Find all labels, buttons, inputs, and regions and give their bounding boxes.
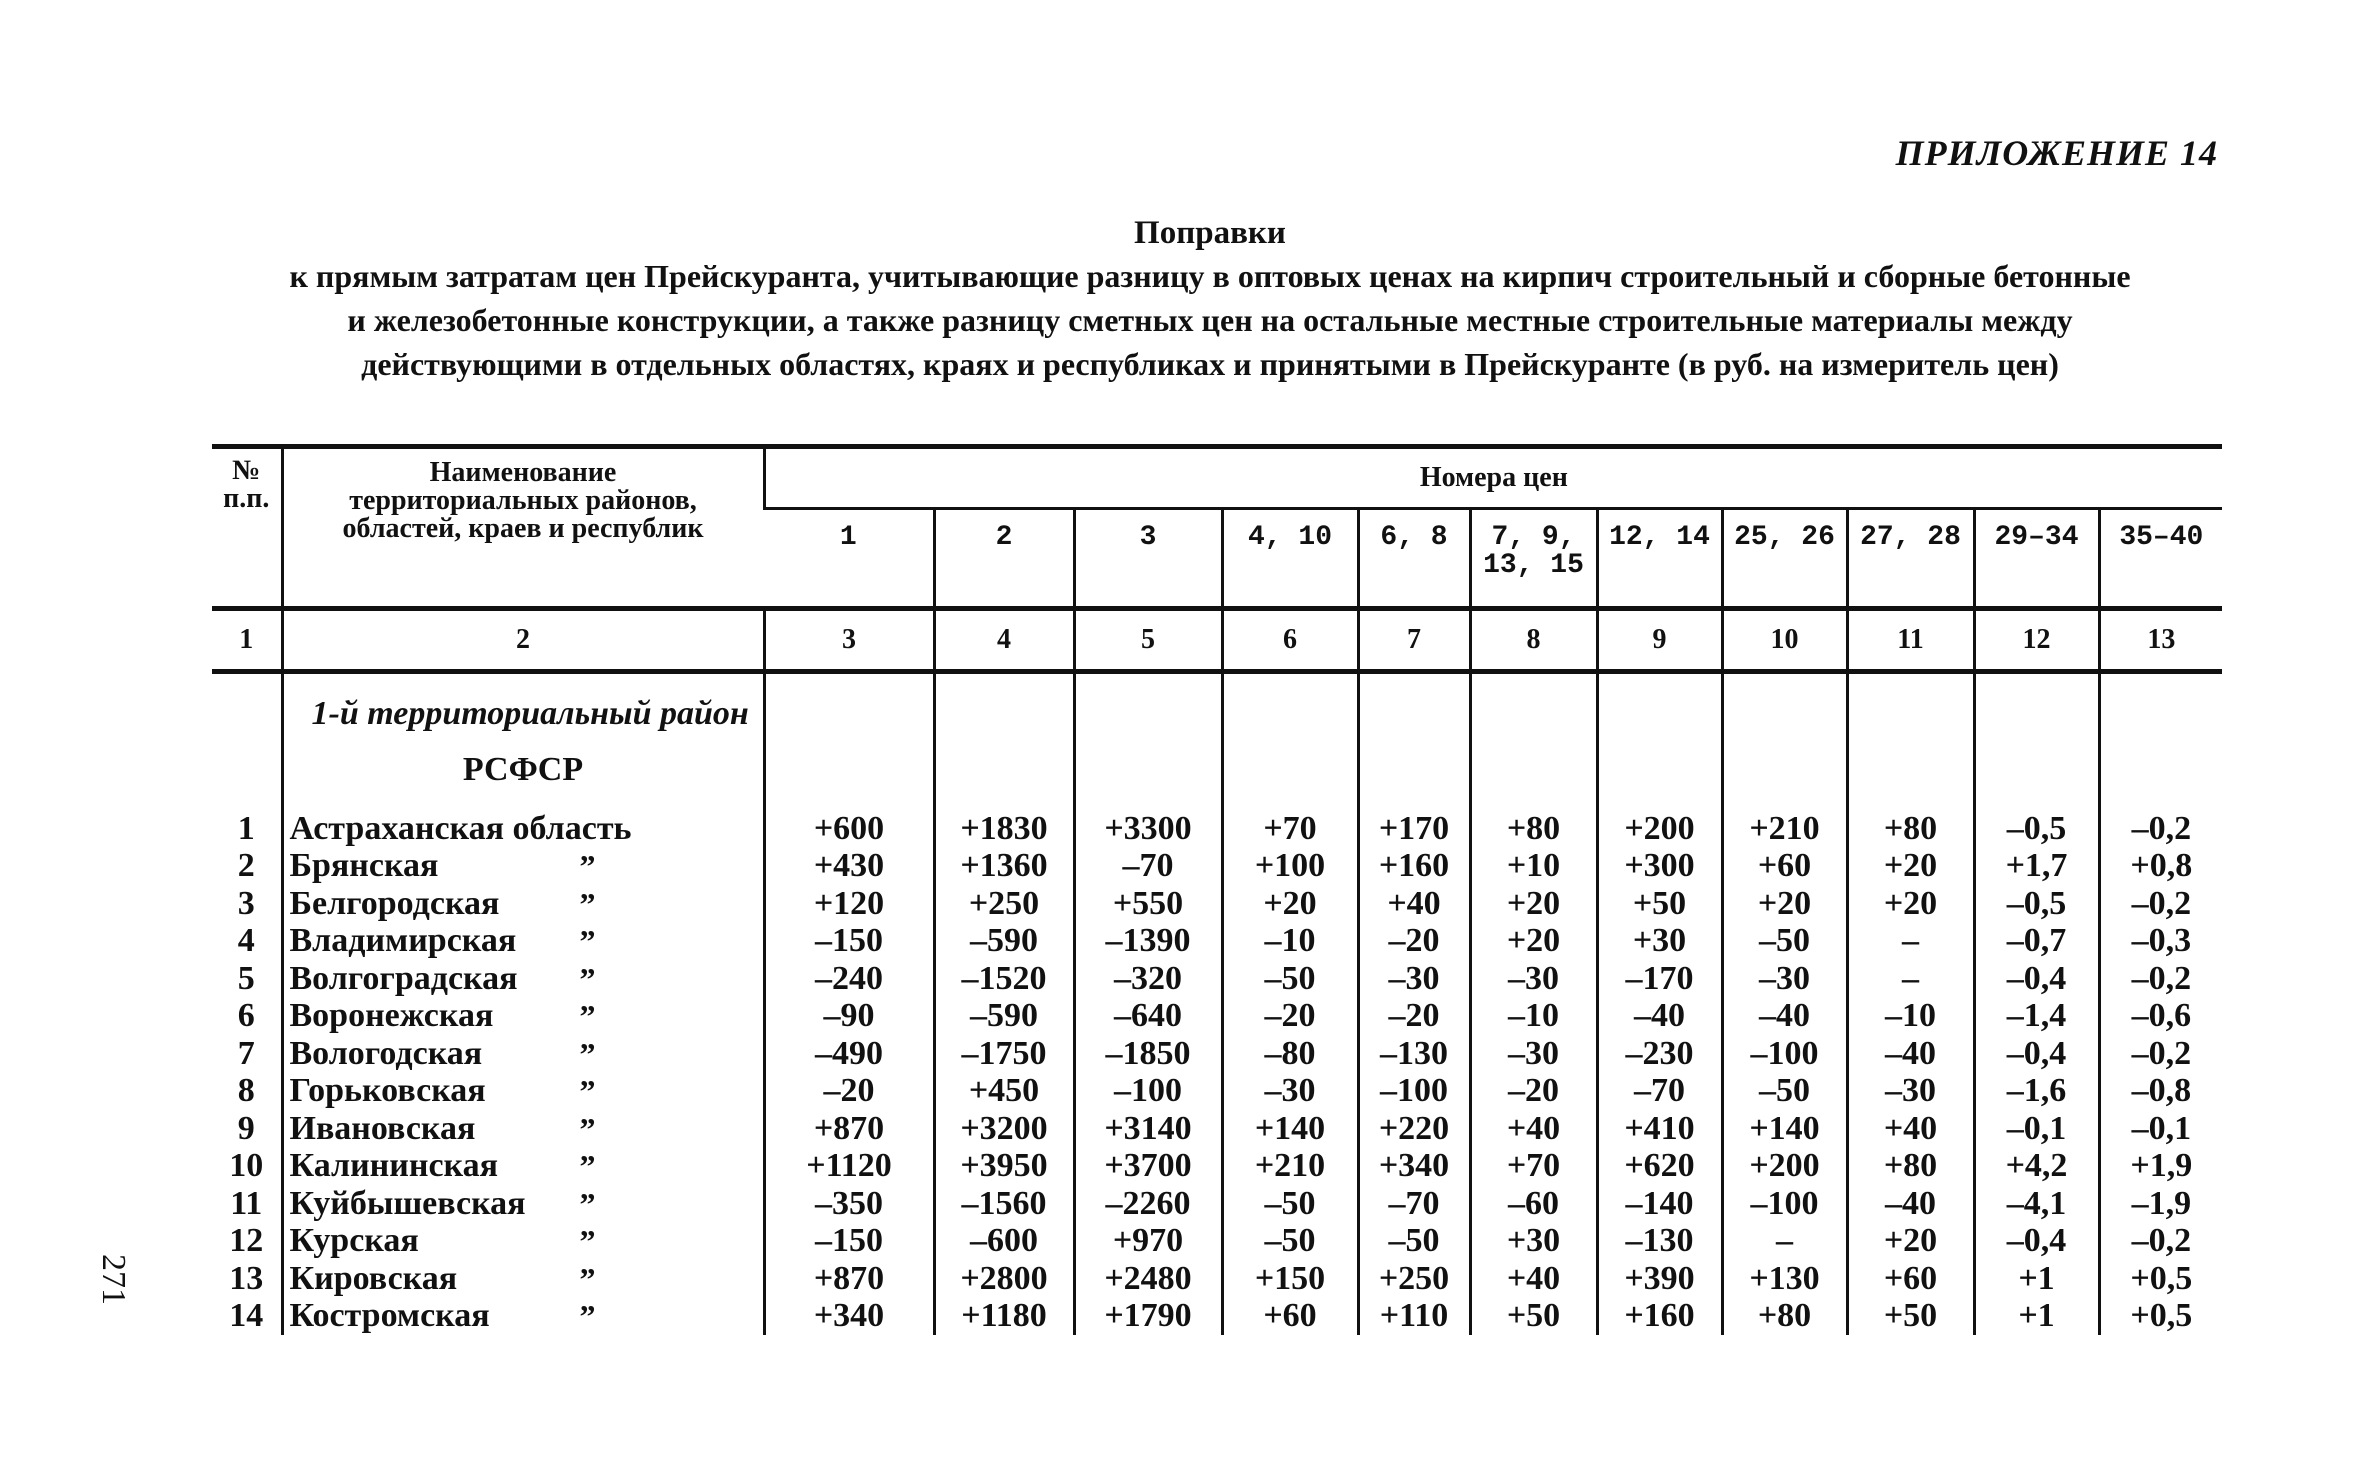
document-subtitle-line-2: и железобетонные конструкции, а также разницу сметных цен на остальные местные строительные материалы между — [347, 302, 2073, 338]
region-name-cell — [282, 1223, 764, 1261]
ditto-mark: ” — [579, 848, 596, 885]
price-correction-value: +1 — [1974, 1298, 2099, 1336]
ditto-mark: ” — [579, 1035, 596, 1072]
region-name: Калининская — [289, 1147, 498, 1185]
table-row — [212, 923, 2222, 961]
price-correction-value: –1,4 — [1974, 998, 2099, 1036]
row-number: 11 — [230, 1184, 263, 1222]
column-header-price-11 — [2099, 509, 2222, 609]
price-correction-value: +1,7 — [1974, 848, 2099, 886]
row-number: 6 — [237, 997, 255, 1035]
price-correction-value: –640 — [1074, 998, 1222, 1036]
price-correction-value: +1,9 — [2099, 1148, 2222, 1186]
price-correction-value: +110 — [1358, 1298, 1470, 1336]
price-correction-value: –30 — [1722, 960, 1847, 998]
price-correction-value: –70 — [1074, 848, 1222, 886]
region-name-wrap — [290, 886, 763, 922]
price-correction-value: +40 — [1847, 1110, 1974, 1148]
price-correction-value: +20 — [1847, 885, 1974, 923]
price-corrections-table — [212, 444, 2222, 1335]
column-index-5: 5 — [1074, 609, 1222, 672]
price-correction-value: –10 — [1222, 923, 1358, 961]
price-correction-value: +50 — [1470, 1298, 1597, 1336]
price-correction-value: +40 — [1470, 1110, 1597, 1148]
price-correction-value: –0,4 — [1974, 960, 2099, 998]
table-row — [212, 810, 2222, 848]
row-number: 12 — [229, 1222, 264, 1260]
table-row — [212, 998, 2222, 1036]
price-correction-value: –50 — [1722, 1073, 1847, 1111]
price-correction-value: +150 — [1222, 1260, 1358, 1298]
row-number: 1 — [237, 809, 255, 847]
column-header-price-line-1: 1 — [839, 522, 857, 553]
price-correction-value: +60 — [1847, 1260, 1974, 1298]
column-header-price-3 — [1074, 509, 1222, 609]
price-correction-value: –60 — [1470, 1185, 1597, 1223]
column-index-11: 11 — [1847, 609, 1974, 672]
column-header-price-9 — [1847, 509, 1974, 609]
price-correction-value: –50 — [1358, 1223, 1470, 1261]
price-correction-value: –4,1 — [1974, 1185, 2099, 1223]
price-correction-value: +340 — [764, 1298, 934, 1336]
ditto-mark: ” — [579, 1298, 596, 1335]
price-correction-value: +3200 — [934, 1110, 1074, 1148]
price-correction-value: –20 — [764, 1073, 934, 1111]
region-name: Куйбышевская — [289, 1184, 526, 1222]
column-header-name-line-3: областей, краев и республик — [342, 513, 704, 544]
price-correction-value: +410 — [1597, 1110, 1722, 1148]
price-correction-value: +620 — [1597, 1148, 1722, 1186]
price-correction-value: –100 — [1722, 1185, 1847, 1223]
column-index-2: 2 — [282, 609, 764, 672]
price-correction-value: –590 — [934, 923, 1074, 961]
row-number: 8 — [237, 1072, 255, 1110]
region-name-wrap — [290, 1186, 763, 1222]
price-correction-value: +1790 — [1074, 1298, 1222, 1336]
price-correction-value: – — [1847, 923, 1974, 961]
region-name-cell — [282, 1148, 764, 1186]
price-correction-value: – — [1847, 960, 1974, 998]
region-name: Костромская — [289, 1297, 490, 1335]
column-header-price-line-1: 27, 28 — [1860, 522, 1961, 553]
price-correction-value: –590 — [934, 998, 1074, 1036]
region-name-wrap — [290, 923, 763, 959]
region-name: Курская — [289, 1222, 419, 1260]
price-correction-value: +1830 — [934, 810, 1074, 848]
region-name-wrap — [290, 1261, 763, 1297]
price-correction-value: +20 — [1722, 885, 1847, 923]
price-correction-value: –100 — [1722, 1035, 1847, 1073]
table-row — [212, 960, 2222, 998]
region-name: Волгоградская — [289, 959, 518, 997]
price-correction-value: +870 — [764, 1260, 934, 1298]
price-correction-value: +250 — [934, 885, 1074, 923]
price-correction-value: +40 — [1470, 1260, 1597, 1298]
table-row — [212, 885, 2222, 923]
appendix-label: ПРИЛОЖЕНИЕ 14 — [1895, 133, 2218, 173]
price-correction-value: –20 — [1358, 998, 1470, 1036]
price-correction-value: +120 — [764, 885, 934, 923]
price-correction-value: +20 — [1847, 1223, 1974, 1261]
column-index-6: 6 — [1222, 609, 1358, 672]
price-correction-value: –0,2 — [2099, 885, 2222, 923]
column-index-9: 9 — [1597, 609, 1722, 672]
column-header-price-line-1: 29–34 — [1994, 522, 2079, 553]
column-index-3: 3 — [764, 609, 934, 672]
region-name-cell — [282, 885, 764, 923]
price-correction-value: +2800 — [934, 1260, 1074, 1298]
price-correction-value: +10 — [1470, 848, 1597, 886]
region-name-wrap — [290, 1111, 763, 1147]
row-number: 14 — [229, 1297, 264, 1335]
region-name-wrap — [290, 1036, 763, 1072]
price-correction-value: –0,6 — [2099, 998, 2222, 1036]
document-title-block — [180, 212, 2240, 386]
region-name-wrap — [290, 998, 763, 1034]
table-row — [212, 1298, 2222, 1336]
region-name-wrap — [290, 1073, 763, 1109]
price-correction-value: +30 — [1470, 1223, 1597, 1261]
row-number: 2 — [237, 847, 255, 885]
price-correction-value: –50 — [1722, 923, 1847, 961]
price-correction-value: –80 — [1222, 1035, 1358, 1073]
price-correction-value: –70 — [1597, 1073, 1722, 1111]
row-number: 4 — [237, 922, 255, 960]
price-correction-value: –0,4 — [1974, 1035, 2099, 1073]
row-number: 5 — [237, 959, 255, 997]
region-name-wrap — [290, 848, 763, 884]
price-correction-value: +70 — [1222, 810, 1358, 848]
column-header-price-line-1: 12, 14 — [1609, 522, 1710, 553]
price-correction-value: +30 — [1597, 923, 1722, 961]
price-correction-value: –1850 — [1074, 1035, 1222, 1073]
column-index-1: 1 — [212, 609, 282, 672]
price-correction-value: +20 — [1847, 848, 1974, 886]
price-correction-value: +1120 — [764, 1148, 934, 1186]
price-correction-value: –0,4 — [1974, 1223, 2099, 1261]
column-index-8: 8 — [1470, 609, 1597, 672]
table-row — [212, 1185, 2222, 1223]
row-number: 7 — [237, 1034, 255, 1072]
region-name-cell — [282, 960, 764, 998]
price-correction-value: +1360 — [934, 848, 1074, 886]
region-name-wrap — [290, 811, 763, 847]
price-correction-value: +80 — [1847, 1148, 1974, 1186]
price-correction-value: –10 — [1847, 998, 1974, 1036]
price-correction-value: –0,7 — [1974, 923, 2099, 961]
price-correction-value: +160 — [1597, 1298, 1722, 1336]
price-correction-value: –1560 — [934, 1185, 1074, 1223]
column-header-price-line-1: 4, 10 — [1247, 522, 1332, 553]
price-correction-value: –30 — [1470, 1035, 1597, 1073]
price-correction-value: –230 — [1597, 1035, 1722, 1073]
price-correction-value: –1750 — [934, 1035, 1074, 1073]
ditto-mark: ” — [579, 923, 596, 960]
column-index-4: 4 — [934, 609, 1074, 672]
column-header-price-line-1: 35–40 — [2119, 522, 2204, 553]
region-name-cell — [282, 1185, 764, 1223]
price-correction-value: +40 — [1358, 885, 1470, 923]
column-index-7: 7 — [1358, 609, 1470, 672]
region-name-cell — [282, 848, 764, 886]
region-name-cell — [282, 1110, 764, 1148]
price-correction-value: +20 — [1470, 923, 1597, 961]
price-correction-value: –1,6 — [1974, 1073, 2099, 1111]
price-correction-value: +3700 — [1074, 1148, 1222, 1186]
column-header-name-line-1: Наименование — [429, 457, 617, 488]
table-row — [212, 1223, 2222, 1261]
region-name: Белгородская — [289, 884, 500, 922]
price-correction-value: +3300 — [1074, 810, 1222, 848]
ditto-mark: ” — [579, 998, 596, 1035]
price-correction-value: –240 — [764, 960, 934, 998]
region-name-cell — [282, 810, 764, 848]
price-correction-value: –50 — [1222, 1223, 1358, 1261]
region-name-cell — [282, 998, 764, 1036]
table-row — [212, 1035, 2222, 1073]
column-index-10: 10 — [1722, 609, 1847, 672]
price-correction-value: –1520 — [934, 960, 1074, 998]
price-correction-value: –1390 — [1074, 923, 1222, 961]
price-correction-value: +100 — [1222, 848, 1358, 886]
price-correction-value: –130 — [1597, 1223, 1722, 1261]
price-correction-value: –0,2 — [2099, 1223, 2222, 1261]
price-correction-value: –150 — [764, 1223, 934, 1261]
price-correction-value: +70 — [1470, 1148, 1597, 1186]
price-correction-value: +390 — [1597, 1260, 1722, 1298]
price-correction-value: +60 — [1222, 1298, 1358, 1336]
price-correction-value: +300 — [1597, 848, 1722, 886]
column-header-price-line-1: 7, 9, — [1491, 522, 1576, 553]
price-correction-value: –150 — [764, 923, 934, 961]
table-row — [212, 1260, 2222, 1298]
region-name: Горьковская — [289, 1072, 486, 1110]
price-correction-value: +170 — [1358, 810, 1470, 848]
price-correction-value: –0,5 — [1974, 810, 2099, 848]
table-row — [212, 1073, 2222, 1111]
column-header-number — [212, 447, 282, 609]
column-header-number-line-2: п.п. — [223, 483, 270, 514]
column-header-price-line-1: 2 — [995, 522, 1013, 553]
region-name-cell — [282, 1260, 764, 1298]
price-correction-value: +20 — [1222, 885, 1358, 923]
price-correction-value: –0,5 — [1974, 885, 2099, 923]
column-index-13: 13 — [2099, 609, 2222, 672]
price-correction-value: –70 — [1358, 1185, 1470, 1223]
price-correction-value: –40 — [1722, 998, 1847, 1036]
price-correction-value: +3140 — [1074, 1110, 1222, 1148]
document-subtitle-line-1: к прямым затратам цен Прейскуранта, учитывающие разницу в оптовых ценах на кирпич строительный и сборные бетонные — [289, 258, 2131, 294]
row-number: 10 — [229, 1147, 264, 1185]
price-correction-value: –30 — [1847, 1073, 1974, 1111]
price-correction-value: –0,2 — [2099, 1035, 2222, 1073]
price-correction-value: +250 — [1358, 1260, 1470, 1298]
price-correction-value: +1 — [1974, 1260, 2099, 1298]
price-correction-value: –30 — [1470, 960, 1597, 998]
price-correction-value: –50 — [1222, 1185, 1358, 1223]
price-correction-value: –0,1 — [2099, 1110, 2222, 1148]
row-number: 9 — [237, 1109, 255, 1147]
region-name: Брянская — [289, 847, 439, 885]
section-subtitle: РСФСР — [282, 742, 764, 798]
price-correction-value: –1,9 — [2099, 1185, 2222, 1223]
price-correction-value: –20 — [1358, 923, 1470, 961]
ditto-mark: ” — [579, 1148, 596, 1185]
price-correction-value: –50 — [1222, 960, 1358, 998]
price-correction-value: –0,3 — [2099, 923, 2222, 961]
price-correction-value: +550 — [1074, 885, 1222, 923]
price-correction-value: –20 — [1222, 998, 1358, 1036]
column-header-name-line-2: территориальных районов, — [349, 485, 697, 516]
price-correction-value: +3950 — [934, 1148, 1074, 1186]
ditto-mark: ” — [579, 1185, 596, 1222]
table-row — [212, 1148, 2222, 1186]
price-correction-value: +0,8 — [2099, 848, 2222, 886]
price-correction-value: –40 — [1597, 998, 1722, 1036]
column-header-price-4 — [1222, 509, 1358, 609]
section-title: 1-й территориальный район — [282, 686, 764, 742]
region-name: Вологодская — [289, 1034, 483, 1072]
region-name: Ивановская — [289, 1109, 476, 1147]
price-correction-value: –2260 — [1074, 1185, 1222, 1223]
price-correction-value: +4,2 — [1974, 1148, 2099, 1186]
region-name-wrap — [290, 1223, 763, 1259]
row-number: 13 — [229, 1259, 264, 1297]
price-correction-value: –140 — [1597, 1185, 1722, 1223]
price-correction-value: +970 — [1074, 1223, 1222, 1261]
price-correction-value: +0,5 — [2099, 1298, 2222, 1336]
page-number: 271 — [95, 1254, 132, 1305]
document-title: Поправки — [1134, 215, 1286, 251]
region-name: Кировская — [289, 1259, 458, 1297]
price-correction-value: –170 — [1597, 960, 1722, 998]
price-correction-value: +80 — [1470, 810, 1597, 848]
price-correction-value: –0,1 — [1974, 1110, 2099, 1148]
price-correction-value: +130 — [1722, 1260, 1847, 1298]
column-header-price-line-1: 6, 8 — [1380, 522, 1448, 553]
region-name-wrap — [290, 1148, 763, 1184]
table-row — [212, 1110, 2222, 1148]
column-header-price-8 — [1722, 509, 1847, 609]
price-correction-value: +210 — [1722, 810, 1847, 848]
price-correction-value: +50 — [1847, 1298, 1974, 1336]
column-group-header-price-numbers: Номера цен — [764, 447, 2222, 509]
price-correction-value: +1180 — [934, 1298, 1074, 1336]
price-correction-value: –40 — [1847, 1035, 1974, 1073]
region-name: Астраханская область — [289, 809, 632, 847]
price-correction-value: +50 — [1597, 885, 1722, 923]
price-correction-value: +160 — [1358, 848, 1470, 886]
column-header-price-line-1: 25, 26 — [1734, 522, 1835, 553]
document-subtitle-line-3: действующими в отдельных областях, краях и республиках и принятыми в Прейскуранте (в руб. на измеритель цен) — [361, 346, 2059, 382]
ditto-mark: ” — [579, 885, 596, 922]
column-header-name — [282, 447, 764, 609]
column-header-price-1 — [764, 509, 934, 609]
column-header-price-10 — [1974, 509, 2099, 609]
price-correction-value: +450 — [934, 1073, 1074, 1111]
price-correction-value: +20 — [1470, 885, 1597, 923]
price-correction-value: +140 — [1722, 1110, 1847, 1148]
column-header-price-7 — [1597, 509, 1722, 609]
region-name-cell — [282, 1073, 764, 1111]
price-correction-value: –100 — [1074, 1073, 1222, 1111]
price-correction-value: –40 — [1847, 1185, 1974, 1223]
ditto-mark: ” — [579, 1260, 596, 1297]
price-correction-value: –30 — [1358, 960, 1470, 998]
price-correction-value: –320 — [1074, 960, 1222, 998]
region-name-wrap — [290, 1298, 763, 1334]
price-correction-value: +210 — [1222, 1148, 1358, 1186]
price-correction-value: –0,2 — [2099, 810, 2222, 848]
price-correction-value: +80 — [1722, 1298, 1847, 1336]
column-header-price-line-1: 3 — [1139, 522, 1157, 553]
price-correction-value: +200 — [1597, 810, 1722, 848]
ditto-mark: ” — [579, 960, 596, 997]
price-correction-value: +600 — [764, 810, 934, 848]
price-correction-value: +0,5 — [2099, 1260, 2222, 1298]
price-correction-value: –350 — [764, 1185, 934, 1223]
price-correction-value: +60 — [1722, 848, 1847, 886]
ditto-mark: ” — [579, 1110, 596, 1147]
price-correction-value: +220 — [1358, 1110, 1470, 1148]
price-correction-value: +80 — [1847, 810, 1974, 848]
row-number: 3 — [237, 884, 255, 922]
column-header-price-2 — [934, 509, 1074, 609]
price-correction-value: –90 — [764, 998, 934, 1036]
price-correction-value: –30 — [1222, 1073, 1358, 1111]
price-correction-value: –0,2 — [2099, 960, 2222, 998]
region-name-cell — [282, 1298, 764, 1336]
column-header-price-5 — [1358, 509, 1470, 609]
price-correction-value: +2480 — [1074, 1260, 1222, 1298]
region-name-cell — [282, 1035, 764, 1073]
price-correction-value: –0,8 — [2099, 1073, 2222, 1111]
price-correction-value: – — [1722, 1223, 1847, 1261]
price-correction-value: –10 — [1470, 998, 1597, 1036]
ditto-mark: ” — [579, 1073, 596, 1110]
price-correction-value: –600 — [934, 1223, 1074, 1261]
price-correction-value: –100 — [1358, 1073, 1470, 1111]
ditto-mark: ” — [579, 1223, 596, 1260]
column-index-12: 12 — [1974, 609, 2099, 672]
price-correction-value: +140 — [1222, 1110, 1358, 1148]
price-correction-value: –490 — [764, 1035, 934, 1073]
price-correction-value: –130 — [1358, 1035, 1470, 1073]
column-header-price-6 — [1470, 509, 1597, 609]
region-name-cell — [282, 923, 764, 961]
region-name: Владимирская — [289, 922, 517, 960]
price-correction-value: +340 — [1358, 1148, 1470, 1186]
price-correction-value: +430 — [764, 848, 934, 886]
region-name-wrap — [290, 961, 763, 997]
region-name: Воронежская — [289, 997, 494, 1035]
price-correction-value: +870 — [764, 1110, 934, 1148]
column-header-number-line-1: № — [232, 455, 261, 486]
table-row — [212, 848, 2222, 886]
price-correction-value: –20 — [1470, 1073, 1597, 1111]
price-correction-value: +200 — [1722, 1148, 1847, 1186]
column-header-price-line-2: 13, 15 — [1483, 550, 1584, 581]
